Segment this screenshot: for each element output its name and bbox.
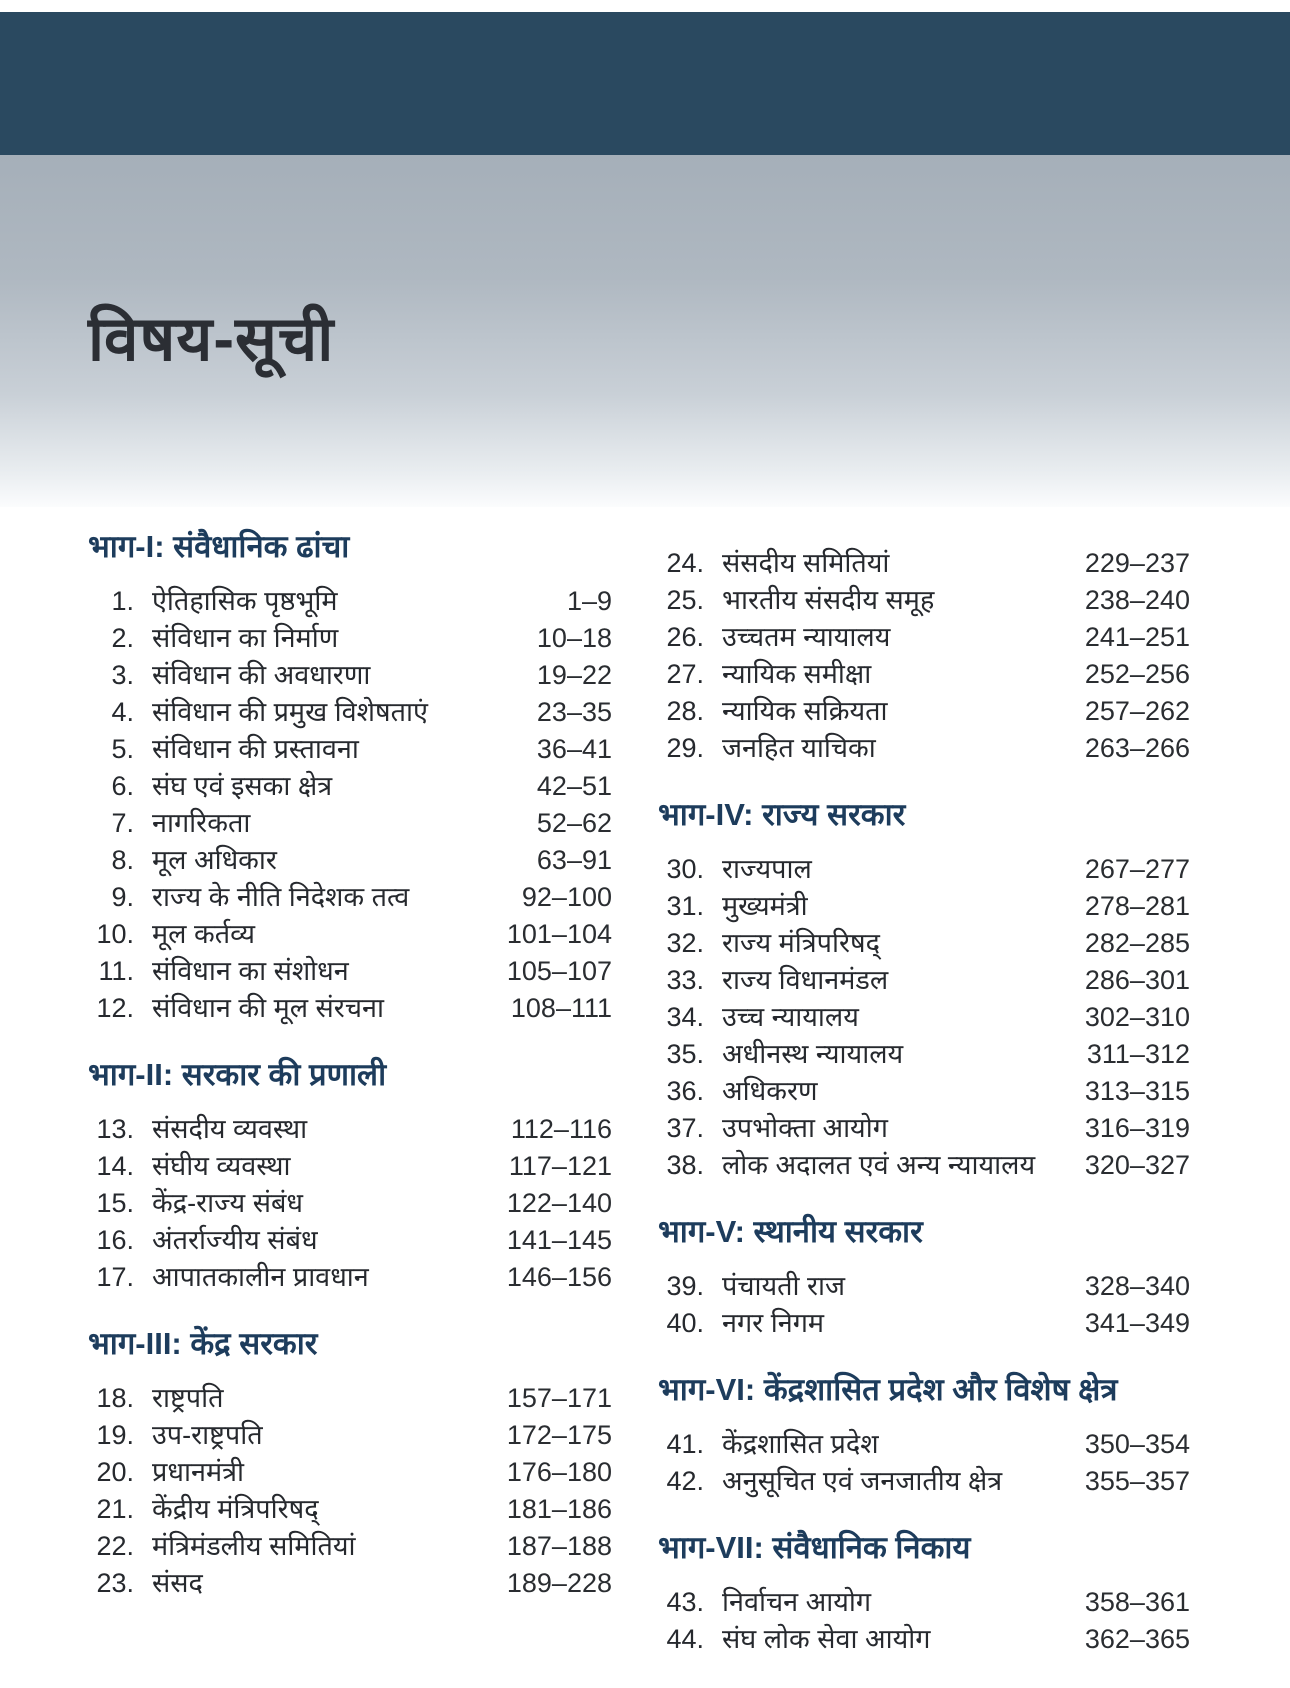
entry-number: 4. — [111, 697, 134, 727]
entry-number: 12. — [96, 993, 134, 1023]
toc-entry — [658, 1147, 1190, 1184]
toc-entry — [658, 582, 1190, 619]
entry-page-range: 141–145 — [506, 1225, 612, 1255]
entry-page-range: 286–301 — [1084, 965, 1190, 995]
entry-title: भारतीय संसदीय समूह — [722, 585, 935, 615]
entry-page-range: 63–91 — [536, 845, 612, 875]
entry-page-range: 122–140 — [506, 1188, 612, 1218]
entry-title: निर्वाचन आयोग — [722, 1587, 872, 1617]
toc-entry — [88, 1454, 612, 1491]
entry-title: उप-राष्ट्रपति — [152, 1420, 263, 1450]
entry-number: 32. — [666, 928, 704, 958]
entry-page-range: 362–365 — [1084, 1624, 1190, 1654]
entry-number: 1. — [111, 586, 134, 616]
entry-title: संविधान की मूल संरचना — [152, 993, 384, 1023]
entry-page-range: 257–262 — [1084, 696, 1190, 726]
entry-page-range: 263–266 — [1084, 733, 1190, 763]
entry-title: न्यायिक सक्रियता — [722, 696, 888, 726]
entry-number: 7. — [111, 808, 134, 838]
page-title: विषय-सूची — [88, 305, 335, 374]
toc-entry — [658, 925, 1190, 962]
entry-page-range: 358–361 — [1084, 1587, 1190, 1617]
entry-number: 5. — [111, 734, 134, 764]
entry-page-range: 241–251 — [1084, 622, 1190, 652]
entry-page-range: 1–9 — [566, 586, 612, 616]
toc-entry — [88, 1185, 612, 1222]
entry-page-range: 313–315 — [1084, 1076, 1190, 1106]
entry-title: नागरिकता — [152, 808, 251, 838]
entry-title: राष्ट्रपति — [152, 1383, 224, 1413]
entry-number: 36. — [666, 1076, 704, 1106]
entry-title: संविधान की प्रस्तावना — [152, 734, 359, 764]
section-heading: भाग-I: संवैधानिक ढांचा — [88, 529, 350, 564]
toc-entry — [88, 768, 612, 805]
entry-title: लोक अदालत एवं अन्य न्यायालय — [722, 1150, 1036, 1180]
entry-page-range: 19–22 — [536, 660, 612, 690]
entry-page-range: 101–104 — [506, 919, 612, 949]
entry-number: 3. — [111, 660, 134, 690]
entry-number: 41. — [666, 1429, 704, 1459]
entry-number: 30. — [666, 854, 704, 884]
entry-title: राज्य विधानमंडल — [722, 965, 889, 995]
entry-number: 15. — [96, 1188, 134, 1218]
toc-entry — [88, 1259, 612, 1296]
entry-title: प्रधानमंत्री — [152, 1457, 244, 1487]
toc-entry — [658, 1305, 1190, 1342]
entry-title: उपभोक्ता आयोग — [722, 1113, 888, 1143]
toc-entry — [658, 888, 1190, 925]
entry-page-range: 36–41 — [536, 734, 612, 764]
entry-page-range: 105–107 — [506, 956, 612, 986]
entry-page-range: 252–256 — [1084, 659, 1190, 689]
entry-number: 9. — [111, 882, 134, 912]
entry-number: 6. — [111, 771, 134, 801]
entry-number: 16. — [96, 1225, 134, 1255]
entry-page-range: 52–62 — [536, 808, 612, 838]
toc-entry — [658, 1426, 1190, 1463]
entry-title: संघीय व्यवस्था — [152, 1151, 291, 1181]
entry-title: संघ लोक सेवा आयोग — [722, 1624, 931, 1654]
toc-content — [0, 507, 1290, 1658]
entry-number: 26. — [666, 622, 704, 652]
entry-number: 35. — [666, 1039, 704, 1069]
toc-entry — [88, 990, 612, 1027]
entry-page-range: 42–51 — [536, 771, 612, 801]
entry-title: संसदीय समितियां — [722, 548, 890, 578]
entry-title: उच्च न्यायालय — [722, 1002, 859, 1032]
toc-entry — [658, 619, 1190, 656]
toc-entry — [88, 879, 612, 916]
toc-entry — [88, 842, 612, 879]
section-heading: भाग-IV: राज्य सरकार — [658, 797, 906, 832]
entry-title: संसद — [152, 1568, 203, 1598]
entry-number: 31. — [666, 891, 704, 921]
toc-entry — [658, 1463, 1190, 1500]
entry-number: 10. — [96, 919, 134, 949]
entry-number: 38. — [666, 1150, 704, 1180]
toc-entry — [88, 953, 612, 990]
toc-entry — [88, 1417, 612, 1454]
entry-title: अधिकरण — [722, 1076, 818, 1106]
toc-entry — [88, 1565, 612, 1602]
entry-number: 28. — [666, 696, 704, 726]
entry-number: 22. — [96, 1531, 134, 1561]
toc-section — [88, 1324, 612, 1602]
toc-column-left — [88, 521, 612, 1658]
entry-title: आपातकालीन प्रावधान — [152, 1262, 369, 1292]
toc-entry — [658, 693, 1190, 730]
entry-title: केंद्रीय मंत्रिपरिषद् — [152, 1494, 319, 1524]
toc-entry — [658, 962, 1190, 999]
section-heading: भाग-VI: केंद्रशासित प्रदेश और विशेष क्षेत्र — [658, 1372, 1118, 1407]
entry-page-range: 181–186 — [506, 1494, 612, 1524]
entry-title: उच्चतम न्यायालय — [722, 622, 891, 652]
entry-page-range: 23–35 — [536, 697, 612, 727]
entry-title: अनुसूचित एवं जनजातीय क्षेत्र — [722, 1466, 1003, 1496]
entry-number: 24. — [666, 548, 704, 578]
entry-page-range: 328–340 — [1084, 1271, 1190, 1301]
entry-number: 23. — [96, 1568, 134, 1598]
entry-page-range: 172–175 — [506, 1420, 612, 1450]
entry-title: केंद्रशासित प्रदेश — [722, 1429, 879, 1459]
entry-title: राज्यपाल — [722, 854, 812, 884]
entry-title: जनहित याचिका — [722, 733, 876, 763]
entry-page-range: 187–188 — [506, 1531, 612, 1561]
toc-entry — [658, 1584, 1190, 1621]
toc-entry — [658, 656, 1190, 693]
toc-entry — [658, 1110, 1190, 1147]
entry-number: 21. — [96, 1494, 134, 1524]
toc-entry — [658, 1036, 1190, 1073]
entry-page-range: 267–277 — [1084, 854, 1190, 884]
toc-entry — [88, 731, 612, 768]
header-bar — [0, 12, 1290, 155]
toc-entry — [88, 805, 612, 842]
entry-title: संविधान की अवधारणा — [152, 660, 371, 690]
toc-entry — [658, 1621, 1190, 1658]
entry-number: 8. — [111, 845, 134, 875]
entry-title: संविधान का संशोधन — [152, 956, 349, 986]
entry-title: राज्य के नीति निदेशक तत्व — [152, 882, 410, 912]
toc-entry — [88, 916, 612, 953]
entry-title: मूल अधिकार — [152, 845, 277, 875]
entry-number: 37. — [666, 1113, 704, 1143]
entry-title: अधीनस्थ न्यायालय — [722, 1039, 904, 1069]
toc-entry — [88, 657, 612, 694]
entry-page-range: 108–111 — [510, 993, 612, 1023]
entry-page-range: 176–180 — [506, 1457, 612, 1487]
entry-number: 25. — [666, 585, 704, 615]
entry-page-range: 320–327 — [1084, 1150, 1190, 1180]
entry-number: 18. — [96, 1383, 134, 1413]
toc-entry — [658, 1268, 1190, 1305]
entry-page-range: 92–100 — [521, 882, 612, 912]
entry-page-range: 282–285 — [1084, 928, 1190, 958]
entry-title: मंत्रिमंडलीय समितियां — [152, 1531, 356, 1561]
toc-entry — [88, 620, 612, 657]
toc-entry — [658, 851, 1190, 888]
entry-title: न्यायिक समीक्षा — [722, 659, 872, 689]
entry-page-range: 238–240 — [1084, 585, 1190, 615]
entry-page-range: 316–319 — [1084, 1113, 1190, 1143]
entry-page-range: 112–116 — [510, 1114, 612, 1144]
entry-number: 43. — [666, 1587, 704, 1617]
entry-number: 44. — [666, 1624, 704, 1654]
entry-page-range: 278–281 — [1084, 891, 1190, 921]
toc-column-right — [658, 521, 1190, 1658]
entry-number: 29. — [666, 733, 704, 763]
entry-number: 14. — [96, 1151, 134, 1181]
entry-number: 20. — [96, 1457, 134, 1487]
toc-entry — [88, 1111, 612, 1148]
toc-entry — [88, 583, 612, 620]
entry-title: मूल कर्तव्य — [152, 919, 255, 949]
title-banner — [0, 155, 1290, 507]
section-heading: भाग-III: केंद्र सरकार — [88, 1326, 318, 1361]
entry-title: केंद्र-राज्य संबंध — [152, 1188, 303, 1218]
entry-page-range: 302–310 — [1084, 1002, 1190, 1032]
entry-page-range: 189–228 — [506, 1568, 612, 1598]
top-page-margin — [0, 0, 1290, 12]
entry-title: संसदीय व्यवस्था — [152, 1114, 308, 1144]
section-heading: भाग-VII: संवैधानिक निकाय — [658, 1530, 971, 1565]
entry-page-range: 341–349 — [1084, 1308, 1190, 1338]
entry-title: राज्य मंत्रिपरिषद् — [722, 928, 880, 958]
entry-title: संघ एवं इसका क्षेत्र — [152, 771, 333, 801]
section-heading: भाग-II: सरकार की प्रणाली — [88, 1057, 387, 1092]
toc-entry — [658, 545, 1190, 582]
entry-number: 42. — [666, 1466, 704, 1496]
section-heading: भाग-V: स्थानीय सरकार — [658, 1214, 923, 1249]
entry-title: ऐतिहासिक पृष्ठभूमि — [152, 586, 338, 616]
entry-page-range: 311–312 — [1086, 1039, 1190, 1069]
toc-section — [88, 527, 612, 1027]
entry-title: मुख्यमंत्री — [722, 891, 808, 921]
toc-section — [658, 1528, 1190, 1658]
entry-number: 33. — [666, 965, 704, 995]
entry-number: 39. — [666, 1271, 704, 1301]
entry-page-range: 355–357 — [1084, 1466, 1190, 1496]
toc-section — [658, 1370, 1190, 1500]
toc-section — [658, 795, 1190, 1184]
entry-page-range: 229–237 — [1084, 548, 1190, 578]
toc-entry — [88, 1491, 612, 1528]
entry-number: 27. — [666, 659, 704, 689]
entry-page-range: 350–354 — [1084, 1429, 1190, 1459]
toc-entry — [658, 730, 1190, 767]
entry-page-range: 117–121 — [508, 1151, 612, 1181]
entry-title: पंचायती राज — [722, 1271, 846, 1301]
entry-page-range: 157–171 — [506, 1383, 612, 1413]
entry-number: 19. — [96, 1420, 134, 1450]
entry-title: अंतर्राज्यीय संबंध — [152, 1225, 318, 1255]
entry-number: 11. — [98, 956, 134, 986]
toc-entry — [88, 694, 612, 731]
entry-number: 13. — [96, 1114, 134, 1144]
entry-title: संविधान का निर्माण — [152, 623, 339, 653]
toc-section — [658, 521, 1190, 767]
entry-title: नगर निगम — [722, 1308, 825, 1338]
toc-entry — [658, 1073, 1190, 1110]
entry-title: संविधान की प्रमुख विशेषताएं — [152, 697, 428, 727]
toc-entry — [88, 1222, 612, 1259]
toc-section — [658, 1212, 1190, 1342]
entry-number: 34. — [666, 1002, 704, 1032]
entry-page-range: 146–156 — [506, 1262, 612, 1292]
toc-entry — [88, 1380, 612, 1417]
toc-section — [88, 1055, 612, 1296]
entry-page-range: 10–18 — [536, 623, 612, 653]
entry-number: 2. — [111, 623, 134, 653]
toc-entry — [88, 1148, 612, 1185]
entry-number: 40. — [666, 1308, 704, 1338]
toc-entry — [88, 1528, 612, 1565]
toc-entry — [658, 999, 1190, 1036]
entry-number: 17. — [96, 1262, 134, 1292]
